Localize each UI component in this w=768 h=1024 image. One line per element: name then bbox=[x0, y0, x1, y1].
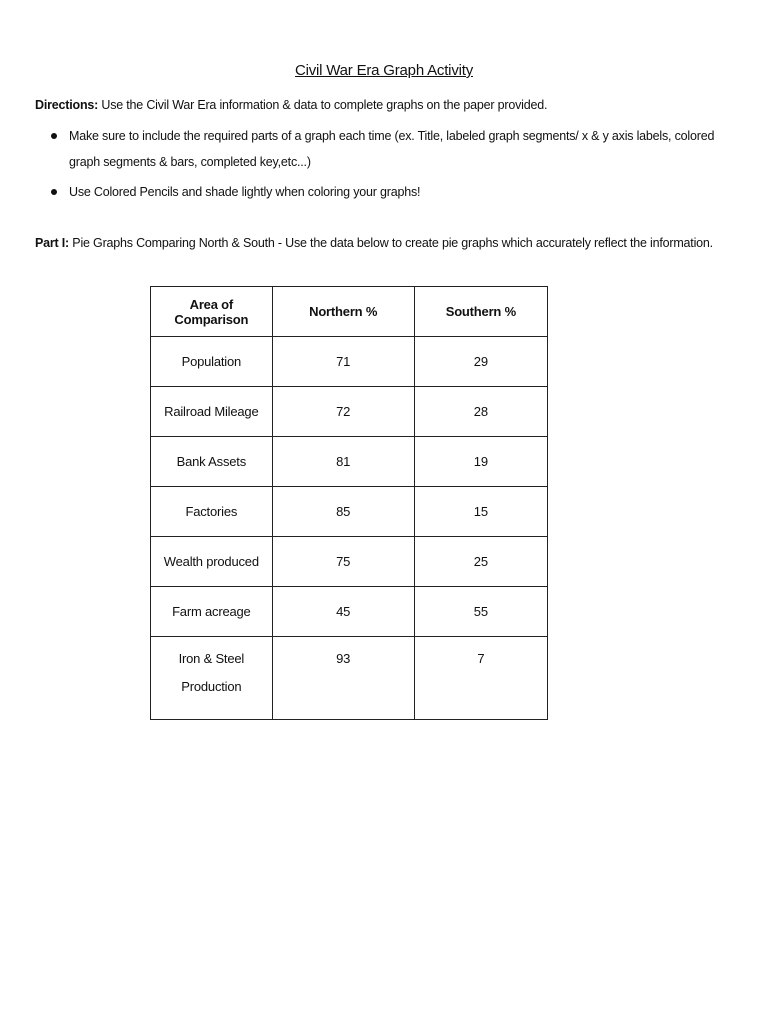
bullet-item bbox=[50, 123, 740, 175]
bullet-icon bbox=[51, 189, 57, 195]
table-row bbox=[151, 637, 548, 720]
cell-northern: 93 bbox=[272, 637, 414, 720]
cell-southern: 19 bbox=[414, 437, 547, 487]
cell-northern: 72 bbox=[272, 387, 414, 437]
cell-area: Railroad Mileage bbox=[151, 387, 273, 437]
directions-bullet-list bbox=[50, 123, 740, 209]
comparison-table bbox=[150, 286, 548, 720]
part-one-instructions bbox=[35, 233, 745, 253]
cell-northern: 85 bbox=[272, 487, 414, 537]
bullet-item bbox=[50, 179, 740, 205]
cell-area: Factories bbox=[151, 487, 273, 537]
cell-southern: 28 bbox=[414, 387, 547, 437]
bullet-text: Make sure to include the required parts of a graph each time (ex. Title, labeled graph segments/ x & y axis labels, colored graph segments & bars, completed key,etc...) bbox=[69, 129, 715, 169]
bullet-icon bbox=[51, 133, 57, 139]
bullet-text: Use Colored Pencils and shade lightly when coloring your graphs! bbox=[69, 185, 421, 199]
cell-area: Wealth produced bbox=[151, 537, 273, 587]
cell-area: Population bbox=[151, 337, 273, 387]
page-title: Civil War Era Graph Activity bbox=[294, 62, 474, 79]
cell-northern: 45 bbox=[272, 587, 414, 637]
part-one-label: Part I: bbox=[35, 236, 70, 250]
cell-southern: 29 bbox=[414, 337, 547, 387]
header-area-of-comparison: Area of Comparison bbox=[151, 287, 273, 337]
cell-southern: 15 bbox=[414, 487, 547, 537]
cell-southern: 25 bbox=[414, 537, 547, 587]
header-southern-percent: Southern % bbox=[414, 287, 547, 337]
cell-southern: 7 bbox=[414, 637, 547, 720]
table-row bbox=[151, 387, 548, 437]
cell-northern: 71 bbox=[272, 337, 414, 387]
table-row bbox=[151, 487, 548, 537]
table-row bbox=[151, 537, 548, 587]
directions bbox=[35, 95, 745, 115]
directions-text: Use the Civil War Era information & data to complete graphs on the paper provided. bbox=[98, 98, 548, 112]
cell-southern: 55 bbox=[414, 587, 547, 637]
table-row bbox=[151, 587, 548, 637]
header-northern-percent: Northern % bbox=[272, 287, 414, 337]
table-row bbox=[151, 337, 548, 387]
table-header-row bbox=[151, 287, 548, 337]
cell-area: Bank Assets bbox=[151, 437, 273, 487]
part-one-text: Pie Graphs Comparing North & South - Use the data below to create pie graphs which accurately reflect the information. bbox=[69, 236, 713, 250]
table-row bbox=[151, 437, 548, 487]
cell-northern: 75 bbox=[272, 537, 414, 587]
cell-area: Farm acreage bbox=[151, 587, 273, 637]
cell-northern: 81 bbox=[272, 437, 414, 487]
directions-label: Directions: bbox=[35, 98, 99, 112]
cell-area: Iron & Steel Production bbox=[151, 637, 273, 720]
